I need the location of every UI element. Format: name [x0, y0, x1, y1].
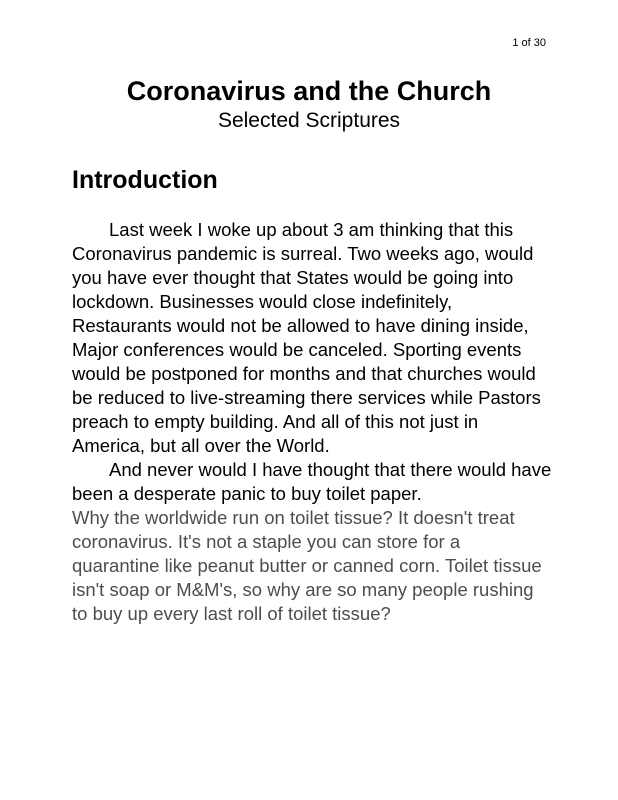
- body-paragraph-2: And never would I have thought that there would have been a desperate panic to buy toilet paper.: [72, 459, 552, 504]
- body-paragraph-1: Last week I woke up about 3 am thinking that this Coronavirus pandemic is surreal. Two weeks ago, would you have ever thought that States would be going into lockdown. Businesses would close indefinitely, Restaurants would not be allowed to have dining inside, Major conferences would be canceled. Sporting events would be postponed for months and that churches would be reduced to live-streaming there services while Pastors preach to empty building. And all of this not just in America, but all over the World.: [72, 219, 541, 456]
- page-number: 1 of 30: [512, 37, 546, 49]
- document-subtitle: Selected Scriptures: [217, 109, 401, 132]
- body-text: [72, 218, 552, 626]
- section-heading: Introduction: [72, 166, 218, 194]
- quoted-paragraph: Why the worldwide run on toilet tissue? It doesn't treat coronavirus. It's not a staple you can store for a quarantine like peanut butter or canned corn. Toilet tissue isn't soap or M&M's, so why are so many people rushing to buy up every last roll of toilet tissue?: [72, 507, 542, 624]
- title-block: [0, 74, 618, 134]
- document-title: Coronavirus and the Church: [126, 76, 492, 106]
